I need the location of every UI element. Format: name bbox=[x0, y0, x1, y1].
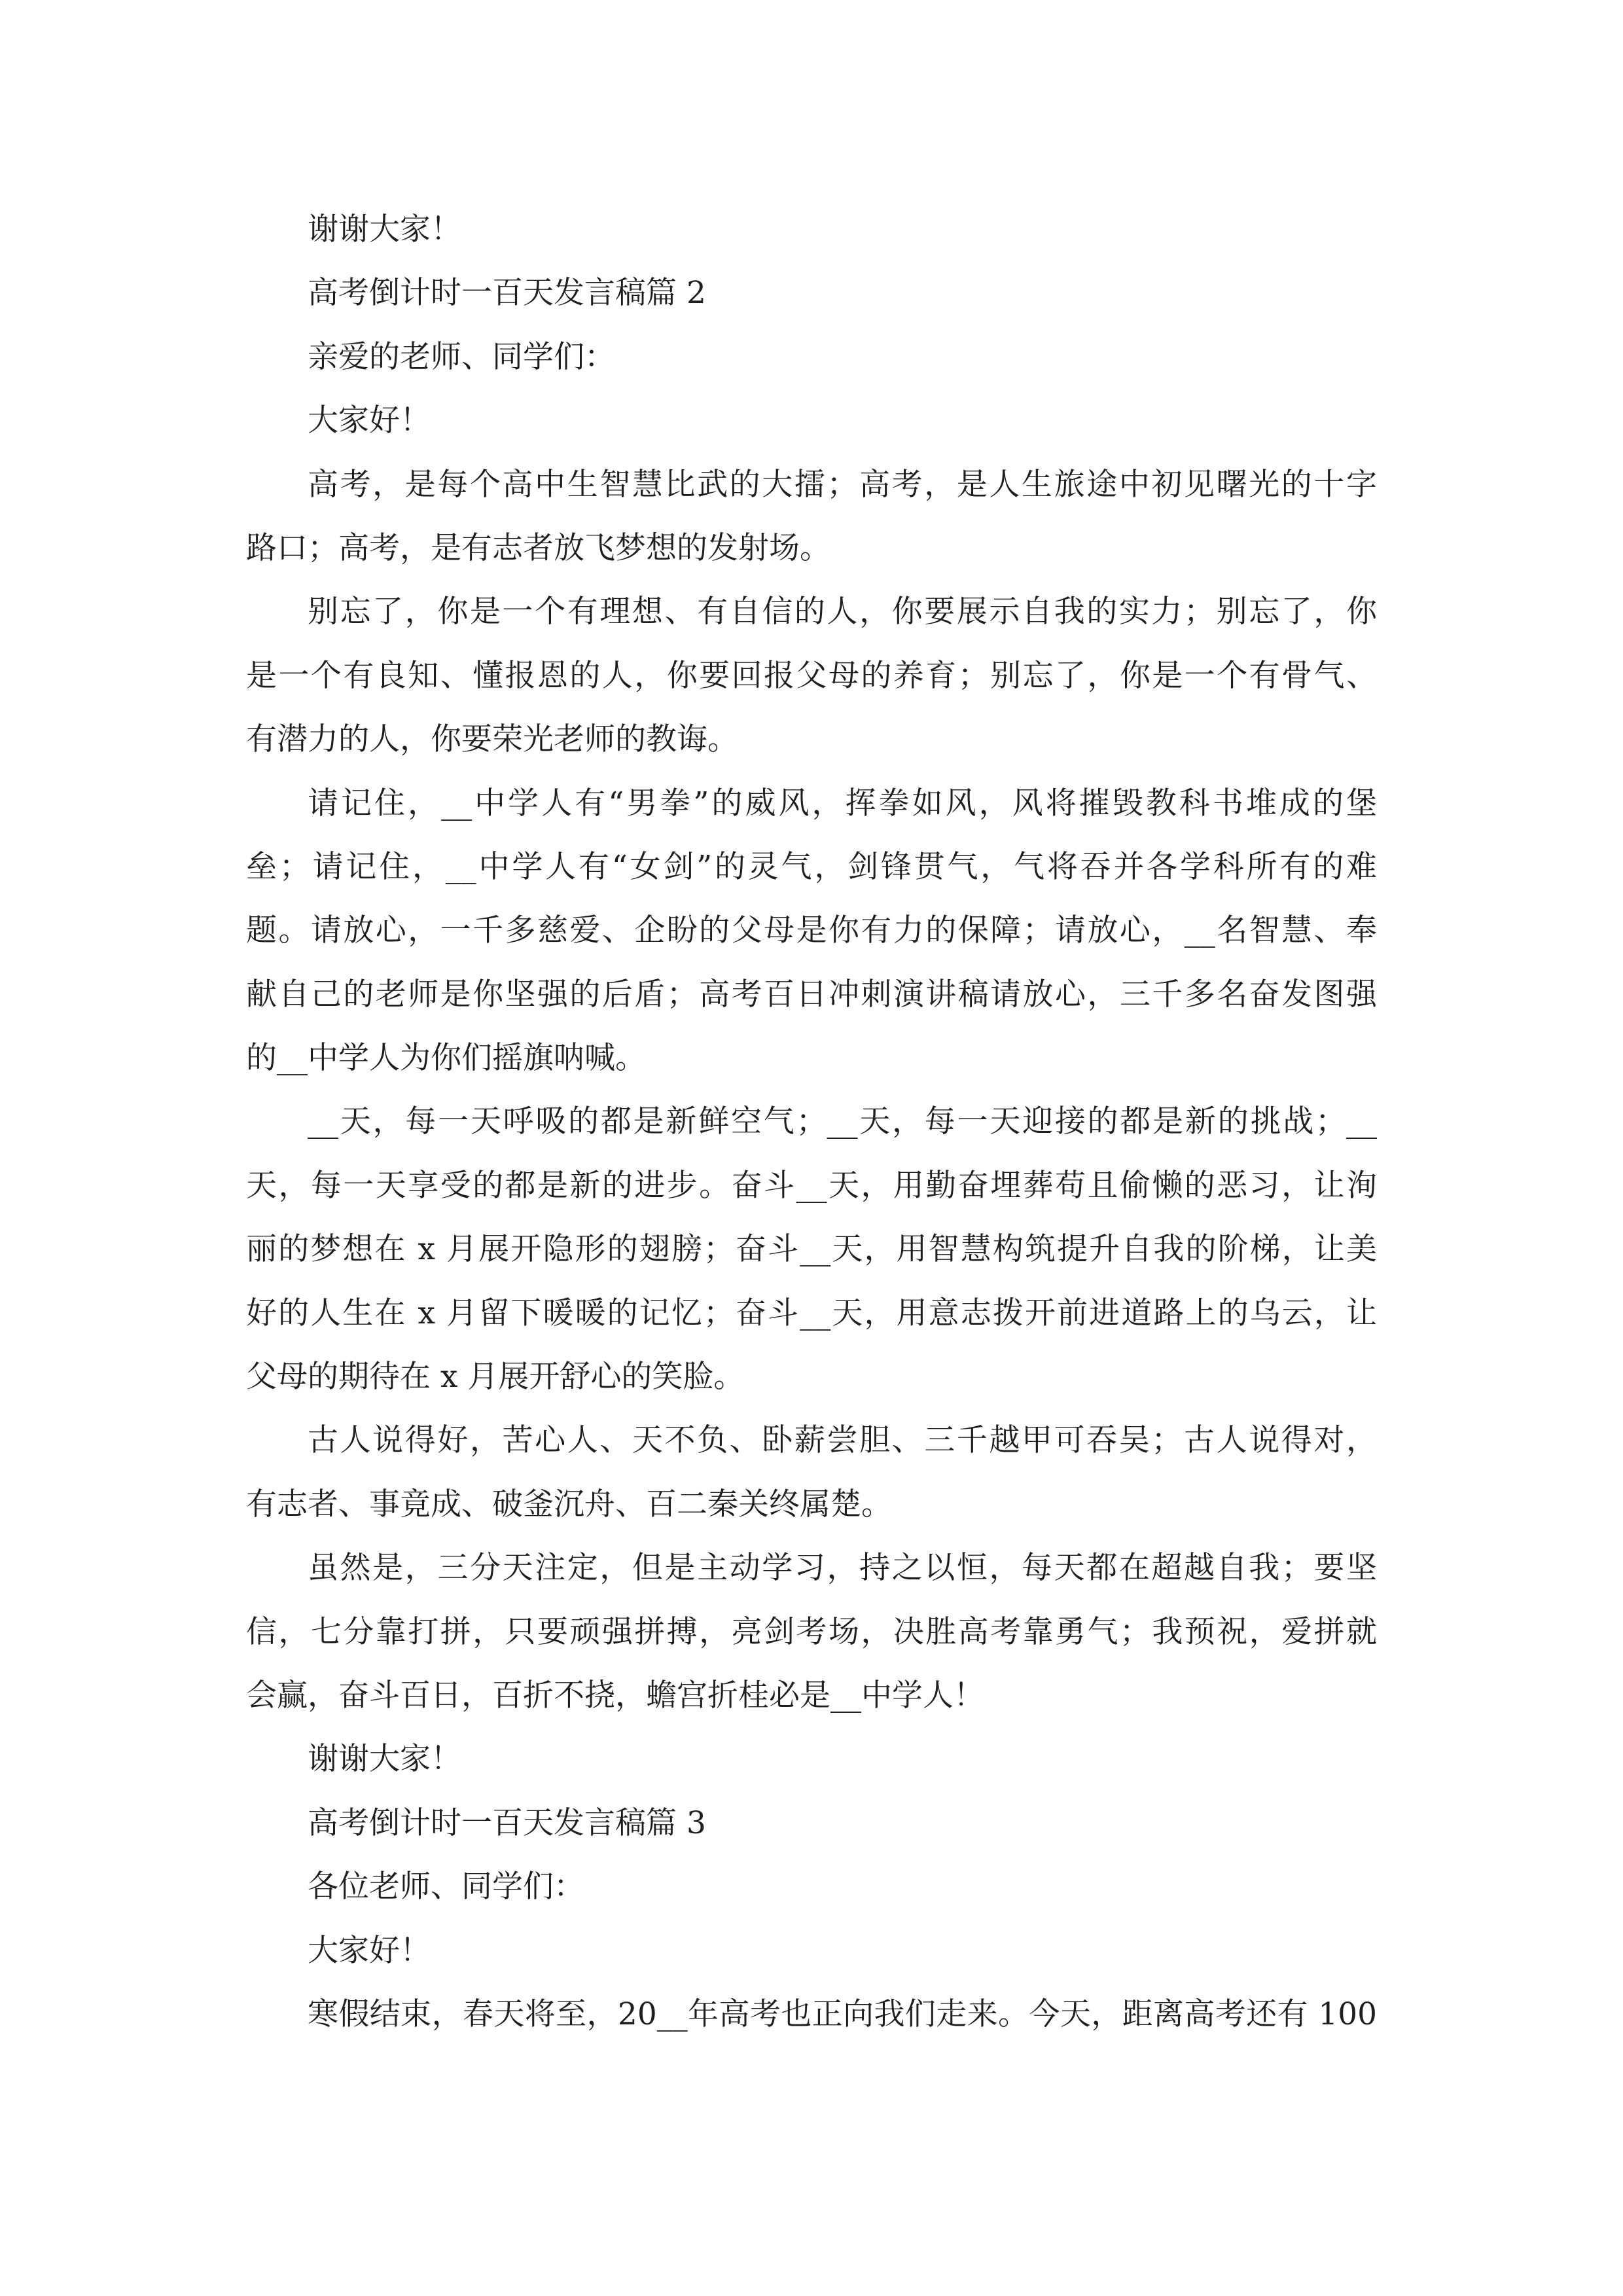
paragraph-line: 大家好！ bbox=[308, 1932, 431, 1969]
closing-thanks bbox=[246, 1727, 1377, 1791]
salutation bbox=[246, 325, 1377, 389]
closing-thanks bbox=[246, 198, 1377, 261]
paragraph-line: 请记住，__中学人有“男拳”的威风，挥拳如风，风将摧毁教科书堆成的堡 bbox=[308, 785, 1377, 821]
paragraph-line: 信，七分靠打拼，只要顽强拼搏，亮剑考场，决胜高考靠勇气；我预祝，爱拼就 bbox=[246, 1613, 1377, 1650]
paragraph-line: 谢谢大家！ bbox=[308, 211, 461, 247]
paragraph-line: 父母的期待在 x 月展开舒心的笑脸。 bbox=[246, 1359, 745, 1395]
paragraph-line: 古人说得好，苦心人、天不负、卧薪尝胆、三千越甲可吞吴；古人说得对， bbox=[308, 1422, 1377, 1459]
paragraph-line: 有潜力的人，你要荣光老师的教诲。 bbox=[246, 721, 738, 758]
paragraph-line: 谢谢大家！ bbox=[308, 1741, 461, 1778]
paragraph-line: 献自己的老师是你坚强的后盾；高考百日冲刺演讲稿请放心，三千多名奋发图强 bbox=[246, 976, 1377, 1013]
paragraph-line: 虽然是，三分天注定，但是主动学习，持之以恒，每天都在超越自我；要坚 bbox=[308, 1550, 1377, 1587]
paragraph-line: 别忘了，你是一个有理想、有自信的人，你要展示自我的实力；别忘了，你 bbox=[308, 594, 1377, 630]
salutation bbox=[246, 1855, 1377, 1918]
paragraph-line: __天，每一天呼吸的都是新鲜空气；__天，每一天迎接的都是新的挑战；__ bbox=[308, 1103, 1377, 1140]
body-paragraph bbox=[246, 580, 1377, 771]
paragraph-line: 高考，是每个高中生智慧比武的大擂；高考，是人生旅途中初见曙光的十字 bbox=[308, 466, 1377, 503]
body-paragraph bbox=[246, 453, 1377, 581]
greeting bbox=[246, 1919, 1377, 1982]
body-paragraph bbox=[246, 1408, 1377, 1536]
section-heading bbox=[246, 1791, 1377, 1855]
paragraph-line: 好的人生在 x 月留下暖暖的记忆；奋斗__天，用意志拨开前进道路上的乌云，让 bbox=[246, 1295, 1377, 1331]
paragraph-line: 大家好！ bbox=[308, 403, 431, 439]
paragraph-line: 是一个有良知、懂报恩的人，你要回报父母的养育；别忘了，你是一个有骨气、 bbox=[246, 657, 1377, 694]
body-paragraph bbox=[246, 772, 1377, 1090]
paragraph-line: 会赢，奋斗百日，百折不挠，蟾宫折桂必是__中学人！ bbox=[246, 1677, 984, 1713]
paragraph-line: 垒；请记住，__中学人有“女剑”的灵气，剑锋贯气，气将吞并各学科所有的难 bbox=[246, 848, 1377, 885]
paragraph-line: 天，每一天享受的都是新的进步。奋斗__天，用勤奋埋葬苟且偷懒的恶习，让洵 bbox=[246, 1167, 1377, 1204]
paragraph-line: 各位老师、同学们： bbox=[308, 1869, 584, 1905]
body-paragraph bbox=[246, 1536, 1377, 1727]
paragraph-line: 高考倒计时一百天发言稿篇 3 bbox=[308, 1804, 706, 1841]
section-heading bbox=[246, 261, 1377, 325]
body-paragraph bbox=[246, 1090, 1377, 1408]
paragraph-line: 高考倒计时一百天发言稿篇 2 bbox=[308, 275, 706, 312]
paragraph-line: 的__中学人为你们摇旗呐喊。 bbox=[246, 1040, 646, 1077]
document-body bbox=[246, 198, 1377, 2046]
paragraph-line: 寒假结束，春天将至，20__年高考也正向我们走来。今天，距离高考还有 100 bbox=[308, 1996, 1377, 2032]
greeting bbox=[246, 389, 1377, 452]
paragraph-line: 题。请放心，一千多慈爱、企盼的父母是你有力的保障；请放心，__名智慧、奉 bbox=[246, 912, 1377, 949]
paragraph-line: 有志者、事竟成、破釜沉舟、百二秦关终属楚。 bbox=[246, 1486, 892, 1522]
paragraph-line: 亲爱的老师、同学们： bbox=[308, 338, 615, 375]
paragraph-line: 丽的梦想在 x 月展开隐形的翅膀；奋斗__天，用智慧构筑提升自我的阶梯，让美 bbox=[246, 1231, 1377, 1268]
body-paragraph bbox=[246, 1982, 1377, 2046]
paragraph-line: 路口；高考，是有志者放飞梦想的发射场。 bbox=[246, 529, 830, 566]
